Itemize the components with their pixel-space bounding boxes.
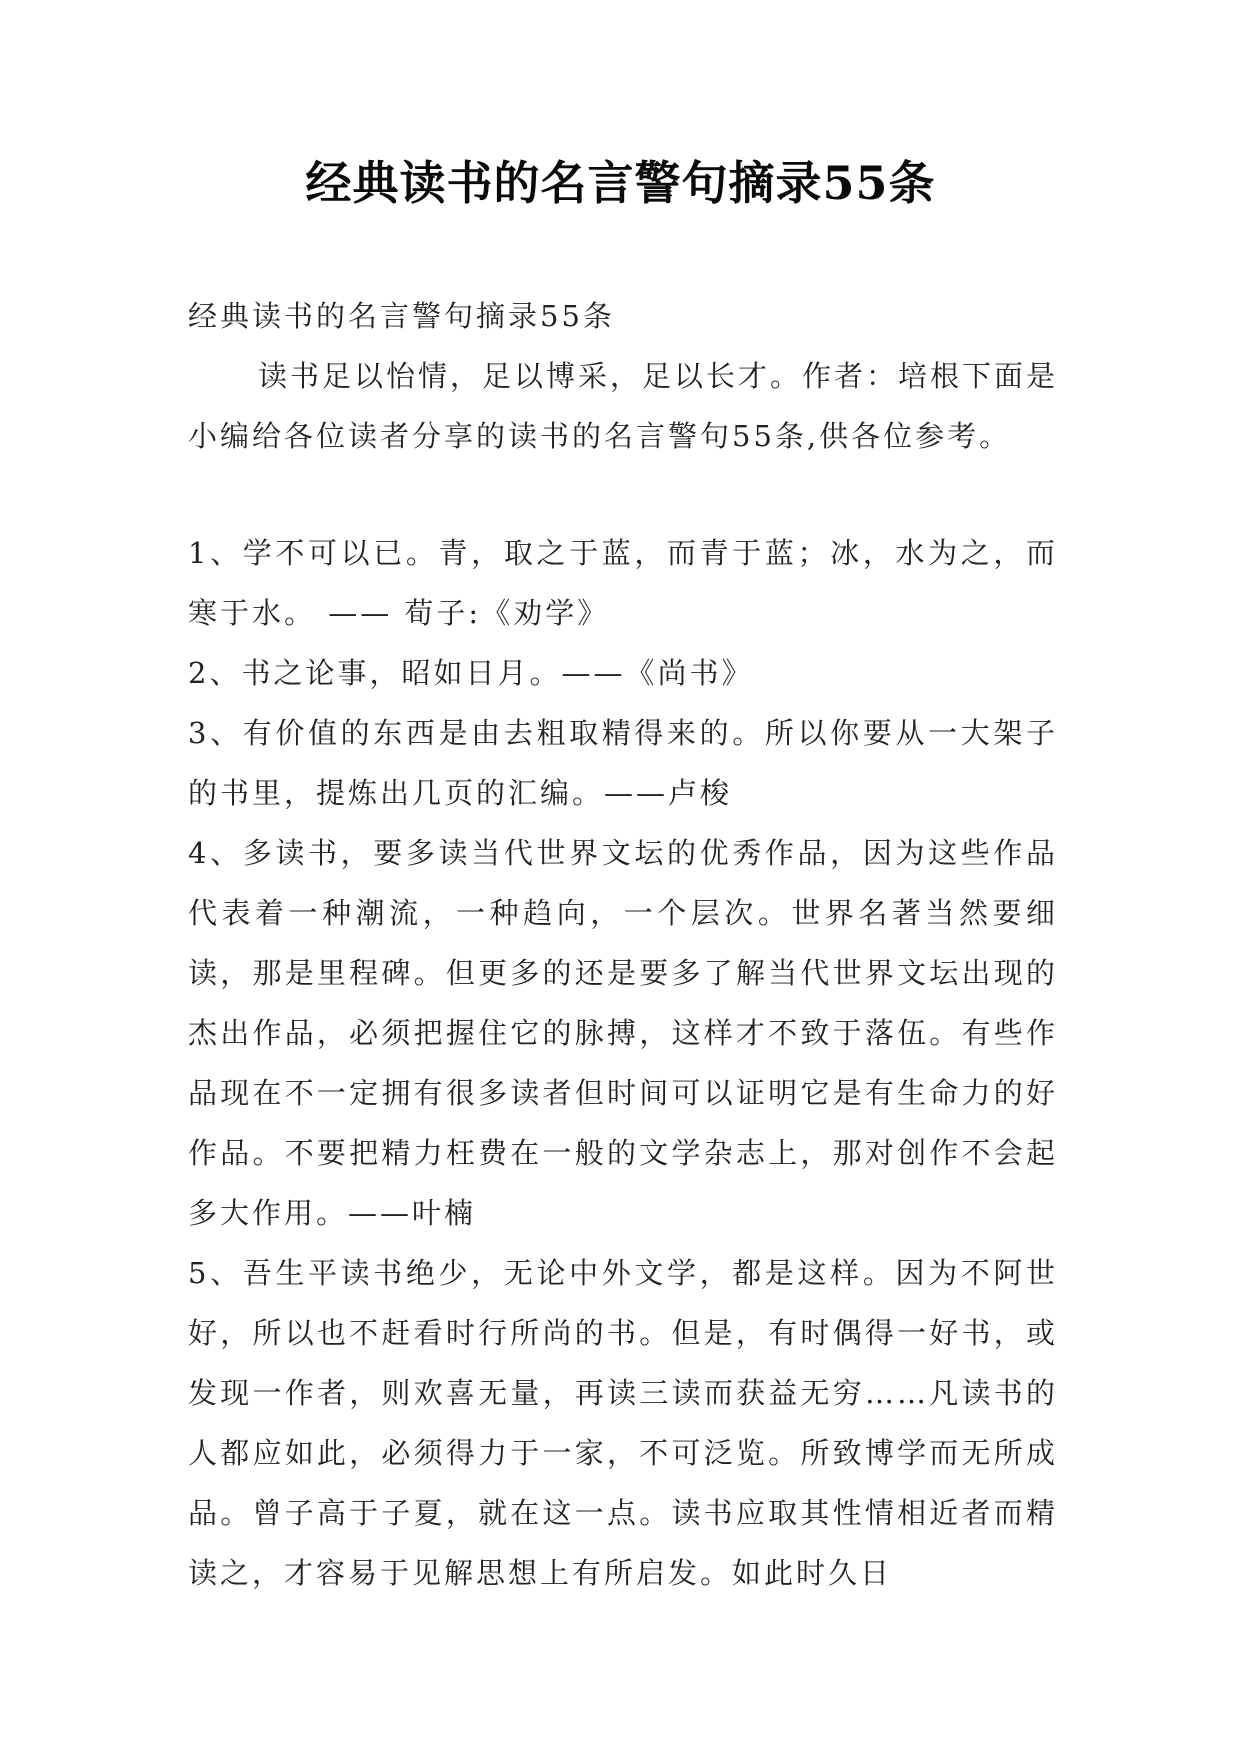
- document-title: 经典读书的名言警句摘录55条: [305, 156, 936, 210]
- quote-item-5: 5、吾生平读书绝少，无论中外文学，都是这样。因为不阿世好，所以也不赶看时行所尚的书。但是，有时偶得一好书，或发现一作者，则欢喜无量，再读三读而获益无穷……凡读书的人都应如此，必须得力于一家，不可泛览。所致博学而无所成品。曾子高于子夏，就在这一点。读书应取其性情相近者而精读之，才容易于见解思想上有所启发。如此时久日: [188, 1256, 1058, 1590]
- quote-item-3: 3、有价值的东西是由去粗取精得来的。所以你要从一大架子的书里，提炼出几页的汇编。——卢梭: [188, 716, 1058, 810]
- quote-item-4: 4、多读书，要多读当代世界文坛的优秀作品，因为这些作品代表着一种潮流，一种趋向，一个层次。世界名著当然要细读，那是里程碑。但更多的还是要多了解当代世界文坛出现的杰出作品，必须把握住它的脉搏，这样才不致于落伍。有些作品现在不一定拥有很多读者但时间可以证明它是有生命力的好作品。不要把精力枉费在一般的文学杂志上，那对创作不会起多大作用。——叶楠: [188, 836, 1058, 1230]
- quote-item-2: 2、书之论事，昭如日月。——《尚书》: [188, 656, 754, 690]
- document-subtitle: 经典读书的名言警句摘录55条: [188, 299, 615, 333]
- document-body: [188, 286, 1058, 1603]
- paragraph-spacer: [188, 466, 1058, 523]
- intro-paragraph: 读书足以怡情，足以博采，足以长才。作者：培根下面是小编给各位读者分享的读书的名言警句55条,供各位参考。: [188, 359, 1059, 453]
- quote-item-1: 1、学不可以已。青，取之于蓝，而青于蓝；冰，水为之，而寒于水。 —— 荀子:《劝学》: [188, 536, 1058, 630]
